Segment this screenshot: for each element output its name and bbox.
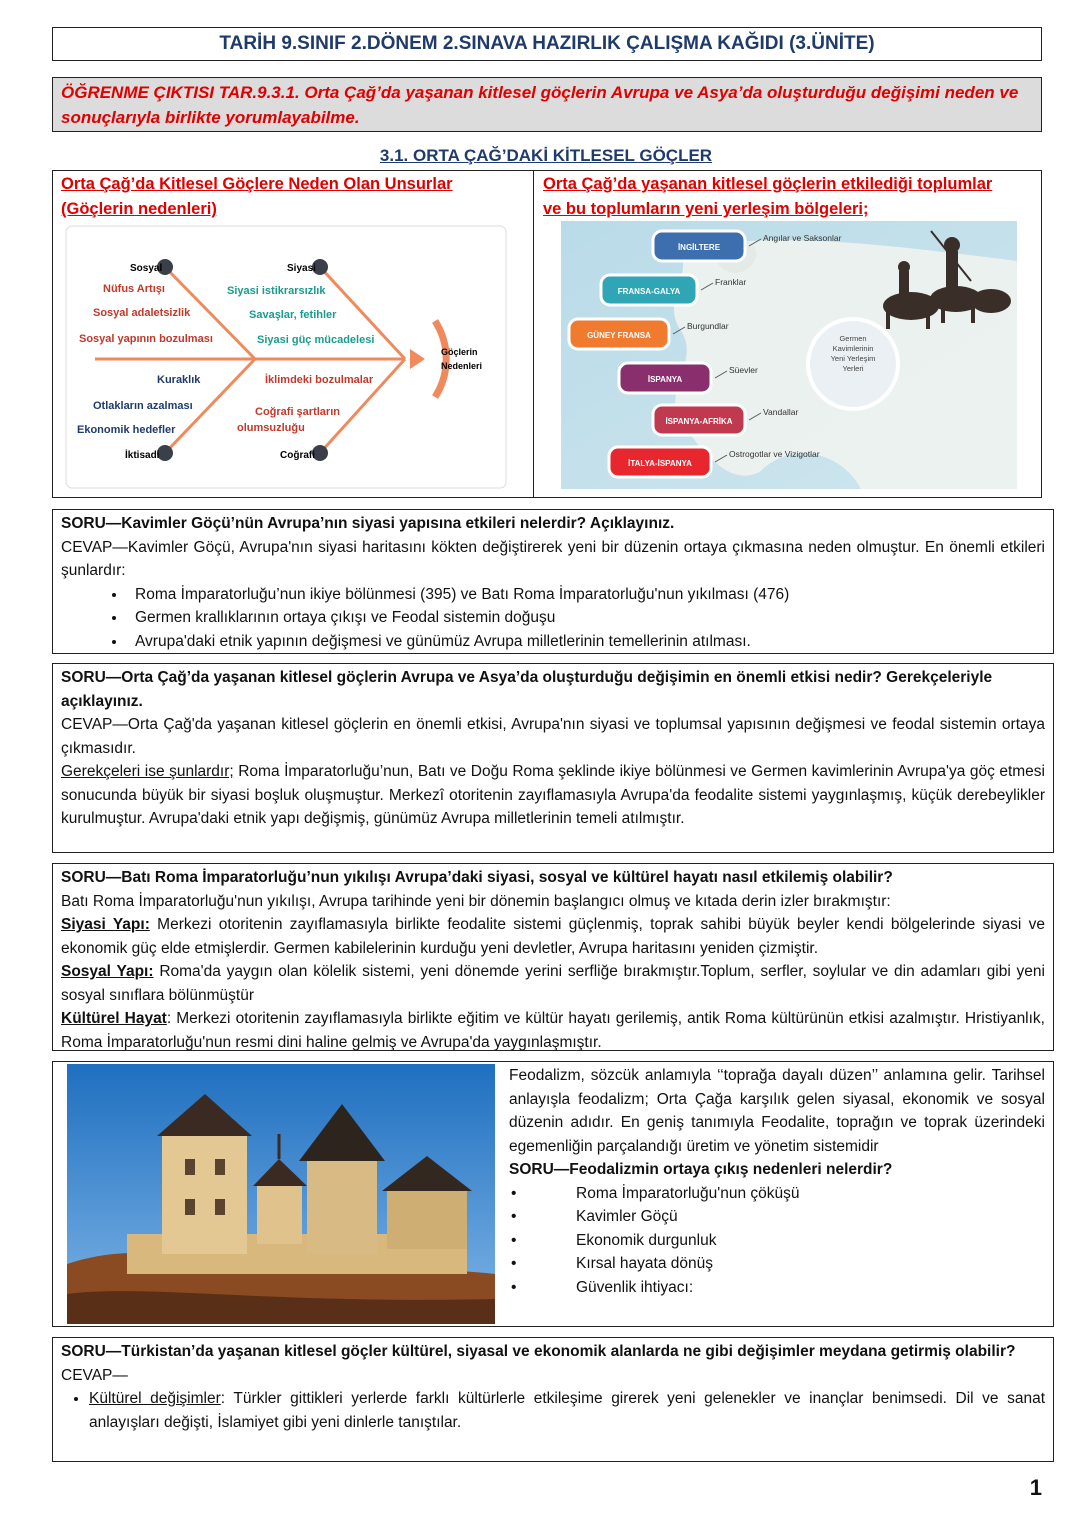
diagram-head-line2: Nedenleri [441, 361, 483, 371]
peoples-heading-line2: ve bu toplumların yeni yerleşim bölgeleri; [543, 200, 869, 218]
page-title [52, 27, 1042, 61]
diagram-siyasi-item-2: Savaşlar, fetihler [249, 309, 337, 321]
fishbone-diagram [65, 225, 509, 491]
political-label: Siyasi Yapı: [61, 916, 150, 933]
map-people-label: Vandallar [763, 407, 799, 417]
diagram-cografi-item-1: İklimdeki bozulmalar [265, 374, 374, 386]
social-text: Roma'da yaygın olan kölelik sistemi, yeni dönemde yerini serfliğe bırakmıştır.Toplum, serfler, soylular ve din adamları gibi yeni sosyal sınıflara bölünmüştür [61, 963, 1045, 1004]
question-1-text: SORU—Kavimler Göçü’nün Avrupa’nın siyasi yapısına etkileri nelerdir? Açıklayınız. [61, 515, 675, 532]
castle-image [67, 1064, 495, 1324]
learning-outcome [52, 77, 1042, 132]
map-place-label: İSPANYA [647, 375, 683, 384]
map-people-label: Franklar [715, 277, 747, 287]
diagram-iktisadi-item-1: Kuraklık [157, 374, 201, 386]
question-2-answer: CEVAP—Orta Çağ'da yaşanan kitlesel göçlerin en önemli etkisi, Avrupa'nın siyasi ve toplumsal yapısının değişmesi ve feodal sistemin ortaya çıkmasıdır. [61, 716, 1045, 757]
map-people-label: Angılar ve Saksonlar [763, 233, 842, 243]
column-divider [533, 171, 534, 497]
map-center-line2: Kavimlerinin [832, 344, 874, 353]
cultural-changes-label: Kültürel değişimler [89, 1390, 221, 1407]
question-3-text: SORU—Batı Roma İmparatorluğu’nun yıkılışı Avrupa’daki siyasi, sosyal ve kültürel hayatı nasıl etkilemiş olabilir? [61, 869, 893, 886]
causes-heading-line1: Orta Çağ’da Kitlesel Göçlere Neden Olan Unsurlar [61, 175, 453, 193]
map-place-label: İTALYA-İSPANYA [628, 459, 692, 468]
political-paragraph [61, 913, 1045, 960]
cultural-colon: : [166, 1010, 172, 1027]
migration-map [561, 221, 1017, 489]
feudalism-definition: Feodalizm, sözcük anlamıyla ‘‘toprağa dayalı düzen’’ anlamına gelir. Tarihsel anlayışla feodalizm; Orta Çağa karşılık gelen siyasal, ekonomik ve sosyal düzenin adıdır. En geniş tanımıyla Feodalite, toprağın ve toprak üzerindeki egemenliğin parçalandığı üretim ve yönetim sistemidir [509, 1067, 1045, 1155]
question-2-text: SORU—Orta Çağ’da yaşanan kitlesel göçlerin Avrupa ve Asya’da oluşturduğu değişimin en önemli etkisi nedir? Gerekçeleriyle açıklayınız. [61, 669, 993, 710]
feudalism-question: SORU—Feodalizmin ortaya çıkış nedenleri nelerdir? [509, 1161, 893, 1178]
section-heading: 3.1. ORTA ÇAĞ’DAKİ KİTLESEL GÖÇLER [379, 146, 713, 165]
diagram-sosyal-item-3: Sosyal yapının bozulması [79, 333, 213, 345]
reasons-text: Roma İmparatorluğu’nun, Batı ve Doğu Roma şeklinde ikiye bölünmesi ve Germen kavimlerinin Avrupa'ya göç etmesi sonucunda büyük bir siyasi boşluk oluşmuştur. Merkezî otoritenin zayıflamasıyla Avrupa'da feodalite sistemi yaygınlaşmış, küçük derebeylikler kurulmuştur. Avrupa'daki etnik yapı değişmiş, günümüz Avrupa milletlerinin temeli atılmıştır. [61, 763, 1045, 827]
map-people-label: Burgundlar [687, 321, 729, 331]
diagram-cografi: Coğrafi [280, 450, 315, 461]
list-item: • Güvenlik ihtiyacı: [509, 1276, 1045, 1300]
question-2 [52, 663, 1054, 853]
cultural-label: Kültürel Hayat [61, 1010, 167, 1027]
map-place-label: GÜNEY FRANSA [587, 331, 651, 340]
peoples-heading [543, 172, 1038, 222]
diagram-sosyal: Sosyal [130, 263, 163, 274]
map-place-label: İNGİLTERE [677, 243, 721, 252]
question-1-answer: CEVAP—Kavimler Göçü, Avrupa'nın siyasi haritasını kökten değiştirerek yeni bir düzenin ortaya çıkmasına neden olmuştur. En önemli etkileri şunlardır: [61, 538, 1045, 579]
page-number: 1 [1029, 1475, 1042, 1500]
causes-heading-line2: (Göçlerin nedenleri) [61, 200, 217, 218]
list-item: • Ekonomik durgunluk [509, 1229, 1045, 1253]
map-people-label: Ostrogotlar ve Vizigotlar [729, 449, 820, 459]
diagram-cografi-item-3: olumsuzluğu [237, 422, 305, 434]
list-item [89, 1387, 1045, 1434]
diagram-iktisadi-item-2: Otlakların azalması [93, 400, 193, 412]
question-1 [52, 509, 1054, 654]
diagram-cografi-item-2: Coğrafi şartların [255, 406, 340, 418]
map-center-line4: Yerleri [842, 364, 864, 373]
diagram-siyasi: Siyasi [287, 263, 316, 274]
diagram-sosyal-item-2: Sosyal adaletsizlik [93, 307, 191, 319]
question-5-bullets [61, 1387, 1045, 1434]
map-center-line3: Yeni Yerleşim [830, 354, 876, 363]
list-item: • Germen krallıklarının ortaya çıkışı ve Feodal sistemin doğuşu [127, 606, 1045, 630]
map-people-label: Süevler [729, 365, 758, 375]
diagram-siyasi-item-1: Siyasi istikrarsızlık [227, 285, 326, 297]
map-place-label: İSPANYA-AFRİKA [665, 417, 733, 426]
feudalism-section [52, 1061, 1054, 1327]
diagram-iktisadi: İktisadi [125, 450, 160, 461]
question-5-answer-label: CEVAP— [61, 1366, 128, 1384]
diagram-sosyal-item-1: Nüfus Artışı [103, 283, 165, 295]
list-item: • Roma İmparatorluğu’nun ikiye bölünmesi (395) ve Batı Roma İmparatorluğu'nun yıkılması (476) [127, 583, 1045, 607]
cultural-changes-text: : Türkler gittikleri yerlerde farklı kültürlerle etkileşime girerek yeni gelenekler ve inançlar benimsedi. Dil ve sanat anlayışları değişti, İslamiyet gibi yeni dinlerle tanıştılar. [89, 1390, 1046, 1431]
diagram-iktisadi-item-3: Ekonomik hedefler [77, 424, 176, 436]
peoples-heading-line1: Orta Çağ’da yaşanan kitlesel göçlerin etkilediği toplumlar [543, 175, 993, 193]
social-paragraph [61, 960, 1045, 1007]
migration-overview [52, 170, 1042, 498]
question-1-bullets [61, 583, 1045, 654]
list-item: • Kavimler Göçü [509, 1205, 1045, 1229]
question-5 [52, 1337, 1054, 1462]
question-5-text: SORU—Türkistan’da yaşanan kitlesel göçler kültürel, siyasal ve ekonomik alanlarda ne gibi değişimler meydana getirmiş olabilir? [61, 1343, 1016, 1360]
diagram-siyasi-item-3: Siyasi güç mücadelesi [257, 334, 375, 346]
question-3-intro: Batı Roma İmparatorluğu'nun yıkılışı, Avrupa tarihinde yeni bir dönemin başlangıcı olmuş ve kıtada derin izler bırakmıştır: [61, 892, 891, 910]
list-item: • Avrupa'daki etnik yapının değişmesi ve günümüz Avrupa milletlerinin temellerinin atılması. [127, 630, 1045, 654]
cultural-text: Merkezi otoritenin zayıflamasıyla birlikte eğitim ve kültür hayatı gerilemiş, antik Roma kültürünün etkisi azalmıştır. Hristiyanlık, Roma İmparatorluğu'nun resmi dini haline gelmiş ve Avrupa'da yaygınlaşmıştır. [61, 1010, 1045, 1051]
list-item: • Roma İmparatorluğu'nun çöküşü [509, 1182, 1045, 1206]
feudalism-reasons [509, 1182, 1045, 1300]
question-2-reasons [61, 760, 1045, 831]
question-3 [52, 863, 1054, 1051]
feudalism-text-block [509, 1064, 1045, 1299]
cultural-paragraph [61, 1007, 1045, 1054]
causes-heading [61, 172, 521, 222]
map-center-line1: Germen [839, 334, 867, 343]
learning-outcome-text: ÖĞRENME ÇIKTISI TAR.9.3.1. Orta Çağ’da yaşanan kitlesel göçlerin Avrupa ve Asya’da oluşturduğu değişimi neden ve sonuçlarıyla birlikte yorumlayabilme. [61, 83, 1019, 127]
diagram-head-line1: Göçlerin [441, 347, 478, 357]
map-place-label: FRANSA-GALYA [617, 287, 681, 296]
social-label: Sosyal Yapı: [61, 963, 154, 980]
reasons-label: Gerekçeleri ise şunlardır; [61, 763, 234, 780]
page-title-text: TARİH 9.SINIF 2.DÖNEM 2.SINAVA HAZIRLIK ÇALIŞMA KAĞIDI (3.ÜNİTE) [219, 33, 875, 54]
political-text: Merkezi otoritenin zayıflamasıyla birlikte feodalite sistemi güçlenmiş, toprak sahibi büyük beyler kendi bölgelerinde siyasi ve ekonomik güç elde etmişlerdir. Germen kabilelerinin kurduğu yeni devletler, Avrupa haritasını yeniden çizmiştir. [61, 916, 1045, 957]
list-item: • Kırsal hayata dönüş [509, 1252, 1045, 1276]
